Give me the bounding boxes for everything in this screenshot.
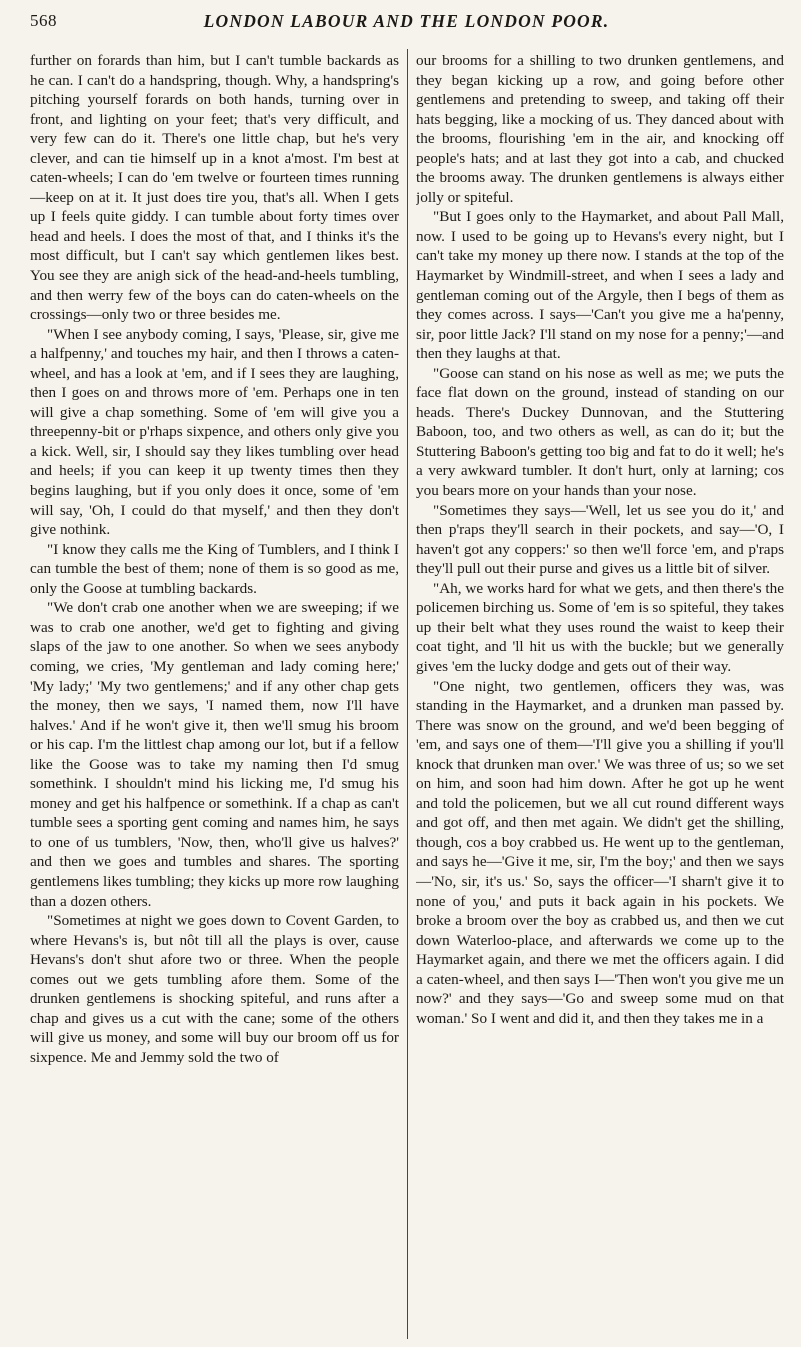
paragraph: further on forards than him, but I can't tumble backards as he can. I can't do a handspring, though. Why, a handspring's pitching yourself forards on both hands, turning over in front, and lighting on your feet; that's very difficult, and very few can do it. There's one little chap, but he's very clever, and can tie himself up in a knot a'most. I'm best at caten-wheels; I can do 'em twelve or fourteen times running—keep on at it. It just does tire you, that's all. When I gets up I feels quite giddy. I can tumble about forty times over head and heels. I does the most of that, and I thinks it's the most difficult, but I can't say which gentlemen likes best. You see they are anigh sick of the head-and-heels tumbling, and then werry few of the boys can do caten-wheels on the crossings—only two or three besides me. [30,52,399,324]
paragraph: "We don't crab one another when we are sweeping; if we was to crab one another, we'd get to fighting and giving slaps of the jaw to one another. So when we sees anybody coming, we cries, 'My gentleman and lady coming here;' 'My lady;' 'My two gentlemens;' and if any other chap gets the money, then we says, 'I named them, now I'll have halves.' And if he won't give it, then we'll smug his broom or his cap. I'm the littlest chap among our lot, but if a fellow like the Goose was to take my naming then I'd smug somethink. I shouldn't mind his licking me, I'd smug his money and get his halfpence or somethink. If a chap as can't tumble sees a sporting gent coming and names him, he says to one of us tumblers, 'Now, then, who'll give us halves?' and then we goes and tumbles and shares. The sporting gentlemens likes tumbling; they kicks up more row laughing than a dozen others. [30,599,399,910]
running-title: LONDON LABOUR AND THE LONDON POOR. [203,11,610,31]
paragraph: "But I goes only to the Haymarket, and about Pall Mall, now. I used to be going up to Hevans's every night, but I can't take my money up there now. I stands at the top of the Haymarket by Windmill-street, and when I sees a lady and gentleman coming out of the Argyle, then I begs of them as they comes across. I says—'Can't you give me a ha'penny, sir, poor little Jack? I'll stand on my nose for a penny;'—and then they laughs at that. [416,208,784,363]
left-column [30,51,399,1341]
page-header [30,11,783,37]
paragraph: "One night, two gentlemen, officers they was, was standing in the Haymarket, and a drunken man passed by. There was snow on the ground, and we'd been begging of 'em, and says one of them—'I'll give you a shilling if you'll knock that drunken man over.' We was three of us; so we set on him, and soon had him down. After he got up he went and told the policemen, but we all cut round different ways and got off, and then met again. We didn't get the shilling, though, cos a boy crabbed us. He went up to the gentleman, and says he—'Give it me, sir, I'm the boy;' and then we says—'No, sir, it's us.' So, says the officer—'I sharn't give it to none of you,' and puts it back again in his pockets. We broke a broom over the boy as crabbed us, and then we cut down Waterloo-place, and afterwards we come up to the Haymarket again, and there we met the officers again. I did a caten-wheel, and then says I—'Then won't you give me un now?' and they says—'Go and sweep some mud on that woman.' So I went and did it, and then they takes me in a [416,677,784,1027]
paragraph: our brooms for a shilling to two drunken gentlemens, and they began kicking up a row, and going before other gentlemens and pretending to sweep, and taking off their hats begging, like a mocking of us. They danced about with the brooms, flourishing 'em in the air, and knocking off people's hats; and at last they got into a cab, and chucked the brooms away. The drunken gentlemens is always either jolly or spiteful. [416,52,784,206]
paragraph: "Goose can stand on his nose as well as me; we puts the face flat down on the ground, instead of standing on our heads. There's Duckey Dunnovan, and the Stuttering Baboon, too, and two others as well, as can do it; but the Stuttering Baboon's getting too big and fat to do it well; he's a very awkward tumbler. It don't hurt, only at larning; cos you bears more on your hands than your nose. [416,364,784,500]
page-number: 568 [30,11,57,30]
paragraph: "Ah, we works hard for what we gets, and then there's the policemen birching us. Some of 'em is so spiteful, they takes up their belt what they uses round the waist to keep their coat tight, and 'll hit us with the buckle; but we generally gives 'em the lucky dodge and gets out of their way. [416,579,784,675]
text-columns [30,51,788,1341]
paragraph: "When I see anybody coming, I says, 'Please, sir, give me a halfpenny,' and touches my hair, and then I throws a caten-wheel, and has a look at 'em, and if I sees they are laughing, then I goes on and throws more of 'em. Perhaps one in ten will give a chap something. Some of 'em will give you a threepenny-bit or p'rhaps sixpence, and others only give you a kick. Well, sir, I should say they likes tumbling over head and heels; if you can keep it up twenty times then they begins laughing, but if you only does it once, some of 'em will say, 'Oh, I could do that myself,' and then they don't give nothink. [30,325,399,539]
paragraph: "Sometimes they says—'Well, let us see you do it,' and then p'raps they'll search in their pockets, and say—'O, I haven't got any coppers:' so then we'll force 'em, and p'raps they'll pull out their purse and gives us a little bit of silver. [416,501,784,578]
paragraph: "I know they calls me the King of Tumblers, and I think I can tumble the best of them; none of them is so good as me, only the Goose at tumbling backards. [30,540,399,597]
paragraph: "Sometimes at night we goes down to Covent Garden, to where Hevans's is, but nôt till all the plays is over, cause Hevans's don't shut afore two or three. When the people comes out we gets tumbling afore them. Some of the drunken gentlemens is shocking spiteful, and runs after a chap and gives us a cut with the cane; some of the others will give us money, and some will buy our broom off us for sixpence. Me and Jemmy sold the two of [30,912,399,1066]
right-column [416,51,784,1341]
